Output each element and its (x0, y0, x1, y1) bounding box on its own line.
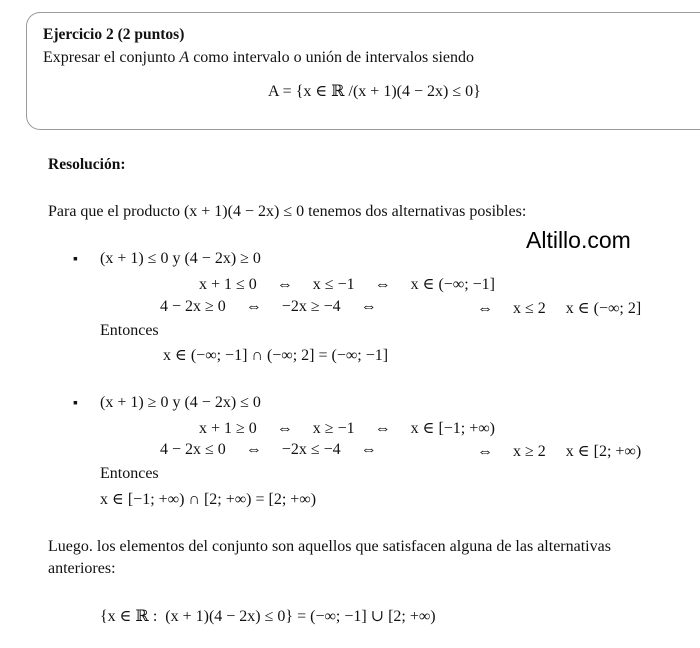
case2-line2b: ⇔ x ≥ 2 x ∈ [2; +∞) (477, 443, 642, 460)
case2-then: Entonces (100, 465, 159, 482)
resolution-heading: Resolución: (48, 156, 126, 173)
case2-condition: (x + 1) ≥ 0 y (4 − 2x) ≤ 0 (100, 394, 261, 411)
case1-line2b: ⇔ x ≤ 2 x ∈ (−∞; 2] (477, 300, 642, 317)
case2-line2a: 4 − 2x ≤ 0 ⇔ −2x ≤ −4 ⇔ (160, 441, 377, 458)
intro-suffix: tenemos dos alternativas posibles: (304, 203, 527, 220)
case1-line2a: 4 − 2x ≥ 0 ⇔ −2x ≥ −4 ⇔ (160, 298, 377, 315)
intro-prefix: Para que el producto (48, 203, 184, 220)
set-definition: A = {x ∈ ℝ /(x + 1)(4 − 2x) ≤ 0} (268, 83, 481, 100)
statement-prefix: Expresar el conjunto (43, 49, 180, 66)
case2-result: x ∈ [−1; +∞) ∩ [2; +∞) = [2; +∞) (100, 491, 317, 508)
intro-expr: (x + 1)(4 − 2x) ≤ 0 (183, 203, 305, 220)
case2-line1: x + 1 ≥ 0 ⇔ x ≥ −1 ⇔ x ∈ [−1; +∞) (199, 420, 496, 437)
case1-line1: x + 1 ≤ 0 ⇔ x ≤ −1 ⇔ x ∈ (−∞; −1] (199, 276, 496, 293)
statement-var: A (179, 49, 190, 66)
intro-line (48, 203, 526, 221)
exercise-title: Ejercicio 2 (2 puntos) (43, 26, 185, 43)
bullet-1: ▪ (73, 252, 78, 267)
watermark: Altillo.com (526, 227, 631, 253)
statement-suffix: como intervalo o unión de intervalos siendo (189, 49, 475, 66)
final-answer: {x ∈ ℝ : (x + 1)(4 − 2x) ≤ 0} = (−∞; −1] ∪ [2; +∞) (100, 608, 436, 625)
conclusion-line1: Luego. los elementos del conjunto son aquellos que satisfacen alguna de las alternativas (48, 538, 611, 555)
case1-then: Entonces (100, 322, 159, 339)
case1-result: x ∈ (−∞; −1] ∩ (−∞; 2] = (−∞; −1] (163, 347, 389, 364)
conclusion-line2: anteriores: (48, 560, 116, 577)
case1-condition: (x + 1) ≤ 0 y (4 − 2x) ≥ 0 (100, 250, 261, 267)
exercise-statement (43, 49, 474, 67)
bullet-2: ▪ (73, 396, 78, 411)
